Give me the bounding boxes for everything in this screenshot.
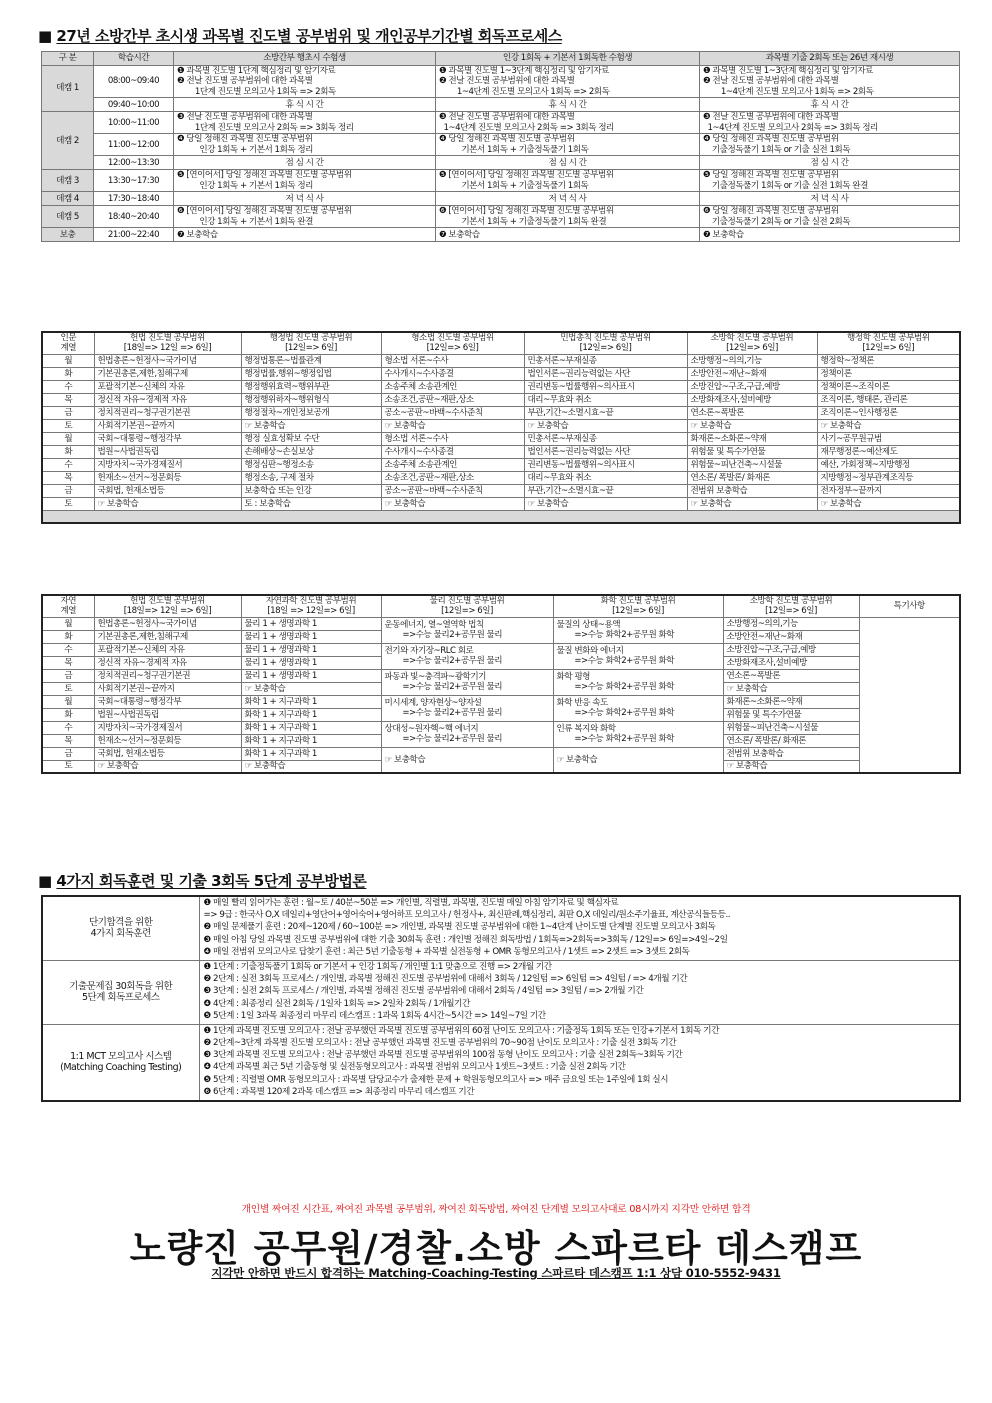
method-line: ❸ 매일 아침 당일 과목별 진도별 공부범위에 대한 기출 30회독 훈련 : 개인별 정해진 회독방법 / 1회독=>2회독=>3회독 / 12일=> 6일=>4일~2일 [203, 934, 728, 945]
science-natural-cell: 물리 1 + 생명과학 1 [241, 643, 381, 656]
science-day: 월 [42, 695, 94, 708]
footer-note: 개인별 짜여진 시간표, 짜여진 과목별 공부범위, 짜여진 회독방법, 짜여진 단계별 모의고사대로 08시까지 지각만 안하면 합격 [241, 1204, 751, 1215]
schedule-cell: ❺ [연이어서] 당일 정해진 과목별 진도별 공부범위 인강 1회독 + 기본서 1회독 정리 [174, 170, 436, 192]
humanities-cell: 행정학~정책론 [817, 354, 960, 367]
science-fire-cell: ☞ 보충학습 [723, 682, 859, 695]
humanities-cell: 공소~공판~바백~수사준칙 [381, 406, 524, 419]
method-line: ❶ 1단계 : 기출정독풀기 1회독 or 기본서 + 인강 1회독 / 개인별 1:1 맞춤으로 진행 => 2개월 기간 [203, 961, 552, 972]
humanities-cell: 행정행위효력~행위부관 [241, 380, 381, 393]
schedule-break-cell: 점 심 시 간 [700, 156, 960, 170]
humanities-cell: 소송조건,공판~재판,상소 [381, 471, 524, 484]
science-physics-cell: 미시세계, 양자현상~양자설 =>수능 물리2+공무원 물리 [381, 695, 553, 721]
humanities-row [42, 380, 960, 393]
humanities-cell: 민총서론~부재실종 [524, 354, 687, 367]
science-row [42, 669, 960, 682]
humanities-cell: 정신적 자유~경제적 자유 [94, 393, 241, 406]
science-fire-cell: 소방화재조사,설비예방 [723, 656, 859, 669]
science-constitution-cell: 정신적 자유~경제적 자유 [94, 656, 241, 669]
science-constitution-cell: 사회적기본권~끝까지 [94, 682, 241, 695]
schedule-row [42, 98, 960, 112]
separator-band [42, 510, 960, 523]
schedule-cell: ❶ 과목별 진도별 1단계 핵심정리 및 암기자료 ❷ 전날 진도별 공부범위에 대한 과목별 1단계 진도별 모의고사 1회독 => 2회독 [174, 66, 436, 98]
humanities-row [42, 406, 960, 419]
humanities-cell: 지방자치~국가경제질서 [94, 458, 241, 471]
science-natural-cell: 화학 1 + 지구과학 1 [241, 747, 381, 760]
schedule-row [42, 134, 960, 156]
humanities-header-cell: 민법총칙 진도별 공부범위 [12일=> 6일] [524, 332, 687, 354]
science-natural-cell: 화학 1 + 지구과학 1 [241, 708, 381, 721]
humanities-cell: ☞ 보충학습 [524, 497, 687, 510]
schedule-cell: ❸ 전날 진도별 공부범위에 대한 과목별 1단계 진도별 모의고사 2회독 => 3회독 정리 [174, 112, 436, 134]
schedule-time: 13:30~17:30 [94, 170, 174, 192]
humanities-cell: 행정법률,행위~행정입법 [241, 367, 381, 380]
science-day: 수 [42, 721, 94, 734]
humanities-header-cell: 행정학 진도별 공부범위 [12일=> 6일] [817, 332, 960, 354]
daily-schedule-table [41, 51, 960, 242]
science-physics-cell: 전기와 자기장~RLC 회로 =>수능 물리2+공무원 물리 [381, 643, 553, 669]
humanities-cell: 사기~공무원규범 [817, 432, 960, 445]
science-header-cell: 헌법 진도별 공부범위 [18일=> 12일 => 6일] [94, 595, 241, 617]
science-physics-cell: 상대성~원자핵~핵 에너지 =>수능 물리2+공무원 물리 [381, 721, 553, 747]
science-row [42, 747, 960, 760]
humanities-cell: 보충학습 또는 인강 [241, 484, 381, 497]
schedule-break-cell: 저 녁 식 사 [174, 192, 436, 206]
footer-title: 노량진 공무원/경찰.소방 스파르타 데스캠프 [129, 1227, 863, 1270]
science-physics-cell: 파동과 빛~충격파~광학기기 =>수능 물리2+공무원 물리 [381, 669, 553, 695]
section2-title: ■ 4가지 회독훈련 및 기출 3회독 5단계 공부방법론 [38, 872, 367, 890]
science-constitution-cell: 법원~사법권독립 [94, 708, 241, 721]
humanities-row [42, 432, 960, 445]
method-line: ❶ 매일 빨리 읽어가는 훈련 : 월~토 / 40분~50분 => 개인별, 직렬별, 과목별, 진도별 매일 아침 암기자료 및 핵심자료 [203, 898, 619, 908]
humanities-cell: 법인서론~권리능력없는 사단 [524, 367, 687, 380]
schedule-cell: ❺ [연이어서] 당일 정해진 과목별 진도별 공부범위 기본서 1회독 + 기출정독풀기 1회독 [436, 170, 700, 192]
schedule-time: 11:00~12:00 [94, 134, 174, 156]
humanities-cell: ☞ 보충학습 [817, 419, 960, 432]
schedule-block-label: 데캠 3 [42, 170, 94, 192]
method-line: ❸ 3단계 과목별 진도별 모의고사 : 전날 공부했던 과목별 진도별 공부범위의 100점 동형 난이도 모의고사 : 기출 실전 2회독~3회독 기간 [203, 1050, 683, 1061]
science-constitution-cell: 헌법총론~헌정사~국가이념 [94, 617, 241, 630]
schedule-header-row [42, 52, 960, 66]
science-day: 월 [42, 617, 94, 630]
method-line: ❷ 2단계~3단계 과목별 진도별 모의고사 : 전날 공부했던 과목별 진도별 공부범위의 70~90점 난이도 모의고사 : 기출 실전 3회독 기간 [203, 1038, 677, 1049]
science-constitution-cell: 지방자치~국가경제질서 [94, 721, 241, 734]
schedule-break-cell: 저 녁 식 사 [700, 192, 960, 206]
humanities-cell: 수 [42, 380, 94, 393]
schedule-time: 21:00~22:40 [94, 228, 174, 242]
schedule-row [42, 66, 960, 98]
humanities-cell: 조직이론, 행태론, 관리론 [817, 393, 960, 406]
humanities-row [42, 471, 960, 484]
science-fire-cell: 연소론/ 폭발론/ 화재론 [723, 734, 859, 747]
schedule-block-label: 데캠 2 [42, 112, 94, 170]
method-line: ❻ 6단계 : 과목별 120제 2과목 데스캠프 => 최종정리 마무리 데스캠프 기간 [203, 1086, 475, 1097]
science-plan-table [41, 594, 961, 774]
humanities-header-row [42, 332, 960, 354]
humanities-cell: ☞ 보충학습 [381, 419, 524, 432]
science-chemistry-cell: 화학 평형 =>수능 화학2+공무원 화학 [553, 669, 723, 695]
humanities-cell: 전자정부~끝까지 [817, 484, 960, 497]
schedule-row [42, 228, 960, 242]
method-line: => 9급 : 한국사 O,X 데일리+영단어+영어숙어+영어하프 모의고사 / 헌정사+, 최신판례,핵심정리, 최판 O,X 데일리/원소주기율표, 계산공식들등등.. [203, 910, 731, 921]
method-block-lines [199, 1024, 960, 1101]
humanities-cell: 토 : 보충학습 [241, 497, 381, 510]
schedule-time: 18:40~20:40 [94, 206, 174, 228]
schedule-block-label: 데캠 1 [42, 66, 94, 112]
humanities-cell: 소방행정~의의,기능 [687, 354, 817, 367]
science-day: 금 [42, 669, 94, 682]
humanities-cell: 목 [42, 393, 94, 406]
schedule-time: 08:00~09:40 [94, 66, 174, 98]
schedule-break-cell: 점 심 시 간 [436, 156, 700, 170]
humanities-row [42, 497, 960, 510]
methodology-table [41, 895, 961, 1102]
method-block-lines [199, 896, 960, 960]
schedule-header-cell: 학습시간 [94, 52, 174, 66]
method-block-row [42, 1024, 960, 1101]
humanities-cell: 토 [42, 497, 94, 510]
humanities-cell: 정치적권리~청구권기본권 [94, 406, 241, 419]
science-row [42, 695, 960, 708]
schedule-cell: ❺ 당일 정해진 과목별 진도별 공부범위 기출정독풀기 1회독 or 기출 실전 1회독 완결 [700, 170, 960, 192]
humanities-cell: 손해배상~손실보상 [241, 445, 381, 458]
humanities-cell: 소송주체 소송관계인 [381, 458, 524, 471]
schedule-break-cell: 휴 식 시 간 [700, 98, 960, 112]
humanities-cell: ☞ 보충학습 [94, 497, 241, 510]
method-block-row [42, 896, 960, 960]
science-chemistry-cell: 물질 변화와 에너지 =>수능 화학2+공무원 화학 [553, 643, 723, 669]
method-line: ❶ 1단계 과목별 진도별 모의고사 : 전날 공부했던 과목별 진도별 공부범위의 60점 난이도 모의고사 : 기출정독 1회독 또는 인강+기본서 1회독 기간 [203, 1025, 719, 1036]
schedule-block-label: 데캠 5 [42, 206, 94, 228]
science-row [42, 643, 960, 656]
humanities-cell: 민총서론~부재실종 [524, 432, 687, 445]
humanities-cell: 예산, 가회정책~지방행정 [817, 458, 960, 471]
science-fire-cell: 소방행정~의의,기능 [723, 617, 859, 630]
humanities-cell: 소송조건,공판~재판,상소 [381, 393, 524, 406]
science-header-row [42, 595, 960, 617]
method-line: ❹ 4단계 과목별 최근 5년 기출동형 및 실전동형모의고사 : 과목별 전범위 모의고사 1셋트~3셋트 : 기출 실전 2회독 기간 [203, 1062, 626, 1073]
humanities-cell: 소방화재조사,설비예방 [687, 393, 817, 406]
humanities-cell: 월 [42, 354, 94, 367]
humanities-cell: 법인서론~권리능력없는 사단 [524, 445, 687, 458]
humanities-cell: 행정법통론~법률관계 [241, 354, 381, 367]
humanities-cell: 형소법 서론~수사 [381, 354, 524, 367]
science-notes-cell [859, 617, 960, 773]
humanities-cell: 조직이론~인사행정론 [817, 406, 960, 419]
method-line: ❺ 5단계 : 직렬별 OMR 동형모의고사 : 과목별 담당교수가 출제한 문제 + 학원동형모의고사 => 매주 금요일 또는 1주일에 1회 실시 [203, 1074, 669, 1085]
schedule-row [42, 192, 960, 206]
schedule-cell: ❸ 전날 진도별 공부범위에 대한 과목별 1~4단계 진도별 모의고사 2회독 => 3회독 정리 [436, 112, 700, 134]
science-day: 토 [42, 682, 94, 695]
humanities-cell: ☞ 보충학습 [241, 419, 381, 432]
humanities-cell: 행정 실효성확보 수단 [241, 432, 381, 445]
humanities-cell: 대리~무효와 취소 [524, 471, 687, 484]
humanities-cell: 정책이론~조직이론 [817, 380, 960, 393]
humanities-row [42, 484, 960, 497]
schedule-header-cell: 과목별 기출 2회독 또는 26년 재시생 [700, 52, 960, 66]
science-fire-cell: 위험물 및 특수가연물 [723, 708, 859, 721]
humanities-cell: 행정소송, 구제 절차 [241, 471, 381, 484]
humanities-cell: 포괄적기본~신체의 자유 [94, 380, 241, 393]
method-block-label: 기출문제집 30회독을 위한 5단계 회독프로세스 [42, 960, 199, 1024]
science-header-cell: 특기사항 [859, 595, 960, 617]
humanities-cell: 형소법 서론~수사 [381, 432, 524, 445]
method-block-label: 단기합격을 위한 4가지 회독훈련 [42, 896, 199, 960]
science-header-cell: 화학 진도별 공부범위 [12일=> 6일] [553, 595, 723, 617]
schedule-cell: ❹ 당일 정해진 과목별 진도별 공부범위 기본서 1회독 + 기출정독풀기 1회독 [436, 134, 700, 156]
schedule-time: 09:40~10:00 [94, 98, 174, 112]
humanities-cell: 사회적기본권~끝까지 [94, 419, 241, 432]
science-header-cell: 물리 진도별 공부범위 [12일=> 6일] [381, 595, 553, 617]
schedule-row [42, 156, 960, 170]
science-natural-cell: 물리 1 + 생명과학 1 [241, 617, 381, 630]
science-day: 수 [42, 643, 94, 656]
humanities-cell: 토 [42, 419, 94, 432]
humanities-row [42, 419, 960, 432]
schedule-block-label: 보충 [42, 228, 94, 242]
science-natural-cell: 물리 1 + 생명과학 1 [241, 656, 381, 669]
humanities-cell: 권리변동~법률행위~의사표시 [524, 380, 687, 393]
science-natural-cell: 화학 1 + 지구과학 1 [241, 721, 381, 734]
science-physics-cell: ☞ 보충학습 [381, 747, 553, 773]
humanities-cell: 지방행정~정부관계조직등 [817, 471, 960, 484]
humanities-cell: 전범위 보충학습 [687, 484, 817, 497]
schedule-cell: ❸ 전날 진도별 공부범위에 대한 과목별 1~4단계 진도별 모의고사 2회독 => 3회독 정리 [700, 112, 960, 134]
humanities-cell: 월 [42, 432, 94, 445]
humanities-header-cell: 형소법 진도별 공부범위 [12일=> 6일] [381, 332, 524, 354]
science-physics-cell: 운동에너지, 열~열역학 법칙 =>수능 물리2+공무원 물리 [381, 617, 553, 643]
science-constitution-cell: 포괄적기본~신체의 자유 [94, 643, 241, 656]
humanities-cell: 수사개시~수사종결 [381, 445, 524, 458]
schedule-cell: ❹ 당일 정해진 과목별 진도별 공부범위 기출정독풀기 1회독 or 기출 실전 1회독 [700, 134, 960, 156]
science-natural-cell: 화학 1 + 지구과학 1 [241, 695, 381, 708]
schedule-cell: ❶ 과목별 진도별 1~3단계 핵심정리 및 암기자료 ❷ 전날 진도별 공부범위에 대한 과목별 1~4단계 진도별 모의고사 1회독 => 2회독 [700, 66, 960, 98]
schedule-cell: ❶ 과목별 진도별 1~3단계 핵심정리 및 암기자료 ❷ 전날 진도별 공부범위에 대한 과목별 1~4단계 진도별 모의고사 1회독 => 2회독 [436, 66, 700, 98]
humanities-cell: 화 [42, 445, 94, 458]
humanities-cell: 금 [42, 484, 94, 497]
humanities-plan-table [41, 331, 961, 524]
method-line: ❹ 4단계 : 최종정리 실전 2회독 / 1일차 1회독 => 2일차 2회독 / 1개월기간 [203, 998, 470, 1009]
schedule-time: 12:00~13:30 [94, 156, 174, 170]
humanities-cell: 헌법총론~헌정사~국가이념 [94, 354, 241, 367]
science-fire-cell: 소방진압~구조,구급,예방 [723, 643, 859, 656]
humanities-cell: 헌재소~선거~정문회등 [94, 471, 241, 484]
schedule-break-cell: 저 녁 식 사 [436, 192, 700, 206]
humanities-cell: 수 [42, 458, 94, 471]
science-natural-cell: 물리 1 + 생명과학 1 [241, 630, 381, 643]
schedule-time: 17:30~18:40 [94, 192, 174, 206]
method-line: ❸ 3단계 : 실전 2회독 프로세스 / 개인별, 과목별 정해진 진도별 공부범위에 대해서 2회독 / 4일텀 => 3일텀 / => 2개월 기간 [203, 986, 644, 997]
humanities-cell: 행정심판~행정소송 [241, 458, 381, 471]
humanities-cell: 수사개시~수사종결 [381, 367, 524, 380]
humanities-header-cell: 소방학 진도별 공부범위 [12일=> 6일] [687, 332, 817, 354]
schedule-break-cell: 휴 식 시 간 [174, 98, 436, 112]
science-day: 금 [42, 747, 94, 760]
table-separator [42, 510, 960, 523]
science-constitution-cell: ☞ 보충학습 [94, 760, 241, 773]
science-natural-cell: ☞ 보충학습 [241, 682, 381, 695]
science-fire-cell: 위험물~피난건축~시설물 [723, 721, 859, 734]
humanities-cell: 금 [42, 406, 94, 419]
science-day: 화 [42, 708, 94, 721]
humanities-corner: 인문 계열 [42, 332, 94, 354]
science-corner: 자연 계열 [42, 595, 94, 617]
humanities-row [42, 367, 960, 380]
humanities-cell: 정책이론 [817, 367, 960, 380]
method-line: ❷ 매일 문제풀기 훈련 : 20제~120제 / 60~100분 => 개인별, 과목별 진도별 공부범위에 대한 1~4단계 난이도별 단계별 진도별 모의고사 3회독 [203, 922, 716, 933]
science-chemistry-cell: 화학 반응 속도 =>수능 화학2+공무원 화학 [553, 695, 723, 721]
schedule-header-cell: 소방간부 행초시 수험생 [174, 52, 436, 66]
science-fire-cell: 소방안전~재난~화재 [723, 630, 859, 643]
science-natural-cell: 물리 1 + 생명과학 1 [241, 669, 381, 682]
humanities-cell: 연소론~폭발론 [687, 406, 817, 419]
schedule-row [42, 112, 960, 134]
science-natural-cell: 화학 1 + 지구과학 1 [241, 734, 381, 747]
humanities-cell: 대리~무효와 취소 [524, 393, 687, 406]
humanities-header-cell: 행정법 진도별 공부범위 [12일=> 6일] [241, 332, 381, 354]
humanities-cell: 화재론~소화론~약재 [687, 432, 817, 445]
method-line: ❹ 매일 전범위 모의고사로 답찾기 훈련 : 최근 5년 기출동형 + 과목별 실전동형 + OMR 동형모의고사 / 1셋트 => 2셋트 => 3셋트 2회독 [203, 946, 690, 957]
method-block-label: 1:1 MCT 모의고사 시스템 (Matching Coaching Testing) [42, 1024, 199, 1101]
science-chemistry-cell: ☞ 보충학습 [553, 747, 723, 773]
science-constitution-cell: 국회법, 헌재소법등 [94, 747, 241, 760]
humanities-cell: 위험물 및 특수가연물 [687, 445, 817, 458]
schedule-break-cell: 휴 식 시 간 [436, 98, 700, 112]
section1-title: ■ 27년 소방간부 초시생 과목별 진도별 공부범위 및 개인공부기간별 회독프로세스 [38, 27, 562, 45]
science-chemistry-cell: 물질의 상태~용액 =>수능 화학2+공무원 화학 [553, 617, 723, 643]
science-constitution-cell: 정치적권리~청구권기본권 [94, 669, 241, 682]
humanities-row [42, 445, 960, 458]
humanities-cell: 국회법, 헌재소법등 [94, 484, 241, 497]
humanities-cell: ☞ 보충학습 [687, 419, 817, 432]
humanities-cell: ☞ 보충학습 [817, 497, 960, 510]
humanities-row [42, 354, 960, 367]
schedule-cell: ❻ 당일 정해진 과목별 진도별 공부범위 기출정독풀기 2회독 or 기출 실전 2회독 [700, 206, 960, 228]
humanities-cell: 위험물~피난건축~시설물 [687, 458, 817, 471]
humanities-cell: 공소~공판~바백~수사준칙 [381, 484, 524, 497]
schedule-row [42, 170, 960, 192]
schedule-cell: ❼ 보충학습 [700, 228, 960, 242]
schedule-header-cell: 구 분 [42, 52, 94, 66]
schedule-break-cell: 점 심 시 간 [174, 156, 436, 170]
humanities-cell: 재무행정론~예산제도 [817, 445, 960, 458]
science-constitution-cell: 헌재소~선거~정문회등 [94, 734, 241, 747]
science-header-cell: 자연과학 진도별 공부범위 [18일 => 12일=> 6일] [241, 595, 381, 617]
humanities-header-cell: 헌법 진도별 공부범위 [18일=> 12일 => 6일] [94, 332, 241, 354]
humanities-cell: 부관,기간~소멸시효~끝 [524, 406, 687, 419]
science-header-cell: 소방학 진도별 공부범위 [12일=> 6일] [723, 595, 859, 617]
humanities-cell: ☞ 보충학습 [687, 497, 817, 510]
humanities-cell: 권리변동~법률행위~의사표시 [524, 458, 687, 471]
humanities-cell: 연소론/ 폭발론/ 화재론 [687, 471, 817, 484]
humanities-cell: 화 [42, 367, 94, 380]
science-day: 화 [42, 630, 94, 643]
science-row [42, 721, 960, 734]
humanities-cell: 행정행위하자~행위형식 [241, 393, 381, 406]
science-fire-cell: 화재론~소화론~약재 [723, 695, 859, 708]
schedule-cell: ❻ [연이어서] 당일 정해진 과목별 진도별 공부범위 기본서 1회독 + 기출정독풀기 1회독 완결 [436, 206, 700, 228]
humanities-cell: 법원~사법권독립 [94, 445, 241, 458]
science-row [42, 617, 960, 630]
humanities-row [42, 393, 960, 406]
humanities-cell: 소방진압~구조,구급,예방 [687, 380, 817, 393]
science-fire-cell: 연소론~폭발론 [723, 669, 859, 682]
science-chemistry-cell: 인류 복지와 화학 =>수능 화학2+공무원 화학 [553, 721, 723, 747]
humanities-cell: 기본권총론,제한,침해구제 [94, 367, 241, 380]
method-line: ❺ 5단계 : 1일 3과목 최종정리 마무리 데스캠프 : 1과목 1회독 4시간~5시간 => 14일~7일 기간 [203, 1010, 546, 1021]
method-block-lines [199, 960, 960, 1024]
science-day: 목 [42, 656, 94, 669]
science-constitution-cell: 기본권총론,제한,침해구제 [94, 630, 241, 643]
method-line: ❷ 2단계 : 실전 3회독 프로세스 / 개인별, 과목별 정해진 진도별 공부범위에 대해서 3회독 / 12일텀 => 6일텀 => 4일텀 / => 4개월 기간 [203, 974, 688, 985]
schedule-cell: ❼ 보충학습 [174, 228, 436, 242]
schedule-cell: ❻ [연이어서] 당일 정해진 과목별 진도별 공부범위 인강 1회독 + 기본서 1회독 완결 [174, 206, 436, 228]
schedule-row [42, 206, 960, 228]
science-fire-cell: ☞ 보충학습 [723, 760, 859, 773]
humanities-cell: 목 [42, 471, 94, 484]
schedule-cell: ❼ 보충학습 [436, 228, 700, 242]
humanities-cell: 국회~대통령~행정각부 [94, 432, 241, 445]
humanities-cell: 부관,기간~소멸시효~끝 [524, 484, 687, 497]
humanities-cell: ☞ 보충학습 [381, 497, 524, 510]
humanities-row [42, 458, 960, 471]
humanities-cell: 소송주체 소송관계인 [381, 380, 524, 393]
humanities-cell: 행정절차~개인정보공개 [241, 406, 381, 419]
schedule-time: 10:00~11:00 [94, 112, 174, 134]
science-fire-cell: 전범위 보충학습 [723, 747, 859, 760]
science-day: 토 [42, 760, 94, 773]
science-day: 목 [42, 734, 94, 747]
schedule-cell: ❹ 당일 정해진 과목별 진도별 공부범위 인강 1회독 + 기본서 1회독 정리 [174, 134, 436, 156]
science-constitution-cell: 국회~대통령~행정각부 [94, 695, 241, 708]
schedule-header-cell: 인강 1회독 + 기본서 1회독한 수험생 [436, 52, 700, 66]
footer-subtitle: 지각만 안하면 반드시 합격하는 Matching-Coaching-Testing 스파르타 데스캠프 1:1 상담 010-5552-9431 [211, 1266, 781, 1280]
schedule-block-label: 데캠 4 [42, 192, 94, 206]
method-block-row [42, 960, 960, 1024]
humanities-cell: ☞ 보충학습 [524, 419, 687, 432]
humanities-cell: 소방안전~재난~화재 [687, 367, 817, 380]
science-natural-cell: ☞ 보충학습 [241, 760, 381, 773]
